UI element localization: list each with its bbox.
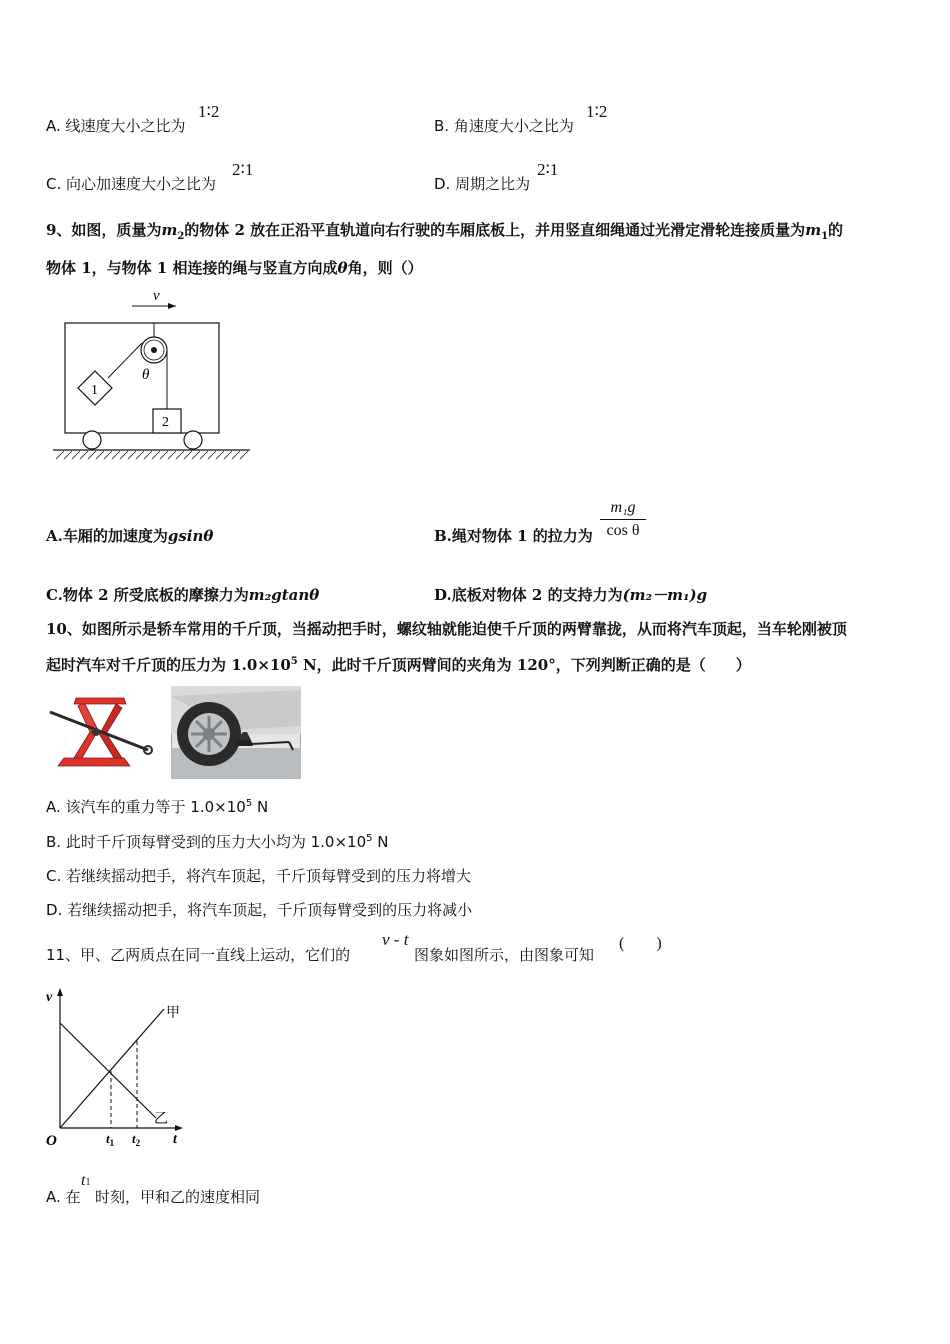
q10-option-d: D. 若继续摇动把手，将汽车顶起，千斤顶每臂受到的压力将减小 <box>46 901 473 919</box>
q10-option-b-exp: 5 <box>366 833 373 844</box>
q9-option-a-expr: gsinθ <box>167 527 214 545</box>
object-2-label: 2 <box>162 415 169 430</box>
q9-stem-line2 <box>46 257 423 278</box>
q11-stem-a: 11、甲、乙两质点在同一直线上运动，它们的 <box>46 946 351 964</box>
q9-stem-text-e: 角，则（） <box>347 259 423 277</box>
q8-option-d <box>434 173 530 194</box>
q9-option-c-text: C.物体 2 所受底板的摩擦力为 <box>46 586 249 604</box>
q11-option-a-text-b: 时刻，甲和乙的速度相同 <box>95 1188 261 1206</box>
q10-option-a-unit: N <box>252 798 269 816</box>
q10-option-c: C. 若继续摇动把手，将汽车顶起，千斤顶每臂受到的压力将增大 <box>46 867 472 885</box>
q9-option-d-expr: (m₂－m₁)g <box>622 586 708 604</box>
label-jia: 甲 <box>166 1005 180 1021</box>
q8-option-c <box>46 173 216 194</box>
q9-m1: m <box>805 221 822 239</box>
q10-option-a-text: A. 该汽车的重力等于 1.0×10 <box>46 798 246 816</box>
q9-option-a-text: A.车厢的加速度为 <box>46 527 168 545</box>
q10-stem-text-a: 起时汽车对千斤顶的压力为 1.0×10 <box>46 656 291 674</box>
q8-option-b <box>434 115 574 136</box>
wheel-right <box>184 431 202 449</box>
q11-option-a <box>46 1186 81 1207</box>
velocity-label: v <box>153 288 160 304</box>
q9-m2: m <box>161 221 178 239</box>
fraction-denominator: cos θ <box>606 522 640 539</box>
theta-label: θ <box>142 367 150 383</box>
q8-option-d-ratio: 2∶1 <box>537 160 559 179</box>
y-axis-label: v <box>46 990 53 1005</box>
x-axis-label: t <box>173 1132 177 1147</box>
q8-option-c-text: C. 向心加速度大小之比为 <box>46 175 217 193</box>
q10-option-b-unit: N <box>372 833 389 851</box>
t2-label: $t_2$ <box>132 1131 141 1148</box>
q8-option-a-ratio: 1∶2 <box>198 102 220 121</box>
car-jack-image <box>44 688 156 776</box>
q9-option-b-fraction <box>600 499 646 540</box>
car-lifting-photo <box>171 686 301 779</box>
q10-option-a-exp: 5 <box>245 798 253 809</box>
q9-theta: θ <box>337 259 348 277</box>
q9-option-b-text: B.绳对物体 1 的拉力为 <box>434 527 593 545</box>
q9-cart-figure <box>50 285 255 465</box>
origin-label: O <box>46 1133 57 1149</box>
q9-option-c <box>46 584 319 605</box>
q8-option-b-ratio: 1∶2 <box>586 102 608 121</box>
q10-stem-text-b: N，此时千斤顶两臂间的夹角为 120°，下列判断正确的是（ ） <box>297 656 751 674</box>
q9-stem-text-d: 物体 1，与物体 1 相连接的绳与竖直方向成 <box>46 259 338 277</box>
q10-exponent: 5 <box>290 656 298 667</box>
q9-stem-text-c: 的 <box>828 221 844 239</box>
object-1-label: 1 <box>91 383 98 398</box>
q11-answer-paren: ( ) <box>619 935 662 952</box>
q9-stem-text-a: 9、如图，质量为 <box>46 221 162 239</box>
q10-option-b-text: B. 此时千斤顶每臂受到的压力大小均为 1.0×10 <box>46 833 367 851</box>
q11-option-a-text-a: A. 在 <box>46 1188 81 1206</box>
q8-option-a-text: A. 线速度大小之比为 <box>46 117 186 135</box>
q9-option-b <box>434 525 593 546</box>
q9-stem-text-b: 的物体 2 放在正沿平直轨道向右行驶的车厢底板上，并用竖直细绳通过光滑定滑轮连接质量为 <box>184 221 806 239</box>
q8-option-c-ratio: 2∶1 <box>232 160 254 179</box>
q9-option-a <box>46 525 213 546</box>
q11-vt-label: v - t <box>382 930 409 949</box>
fraction-numerator: m₁g <box>610 499 636 516</box>
q9-stem-line1: 9、如图，质量为$m_2$的物体 2 放在正沿平直轨道向右行驶的车厢底板上，并用竖直细绳通过光滑定滑轮连接质量为$m_1$的 <box>46 221 844 242</box>
label-yi: 乙 <box>154 1111 168 1127</box>
q9-option-d-text: D.底板对物体 2 的支持力为 <box>434 586 623 604</box>
q10-option-a <box>46 796 268 817</box>
q8-option-b-text: B. 角速度大小之比为 <box>434 117 574 135</box>
q10-stem-line1: 10、如图所示是轿车常用的千斤顶，当摇动把手时，螺纹轴就能迫使千斤顶的两臂靠拢，从而将汽车顶起，当车轮刚被顶 <box>46 620 847 638</box>
q8-option-a <box>46 115 186 136</box>
q10-option-b <box>46 831 388 852</box>
q10-stem-line2 <box>46 654 751 675</box>
q9-option-c-expr: m₂gtanθ <box>248 586 320 604</box>
line-yi <box>60 1023 156 1118</box>
q8-option-d-text: D. 周期之比为 <box>434 175 531 193</box>
q9-option-d <box>434 584 707 605</box>
ground-hatch <box>56 451 248 459</box>
q11-stem-b: 图象如图所示，由图象可知 <box>414 946 595 964</box>
q11-option-a-t1: t1 <box>81 1172 91 1189</box>
t1-label: $t_1$ <box>106 1131 115 1148</box>
wheel-left <box>83 431 101 449</box>
q11-vt-graph <box>40 985 190 1150</box>
